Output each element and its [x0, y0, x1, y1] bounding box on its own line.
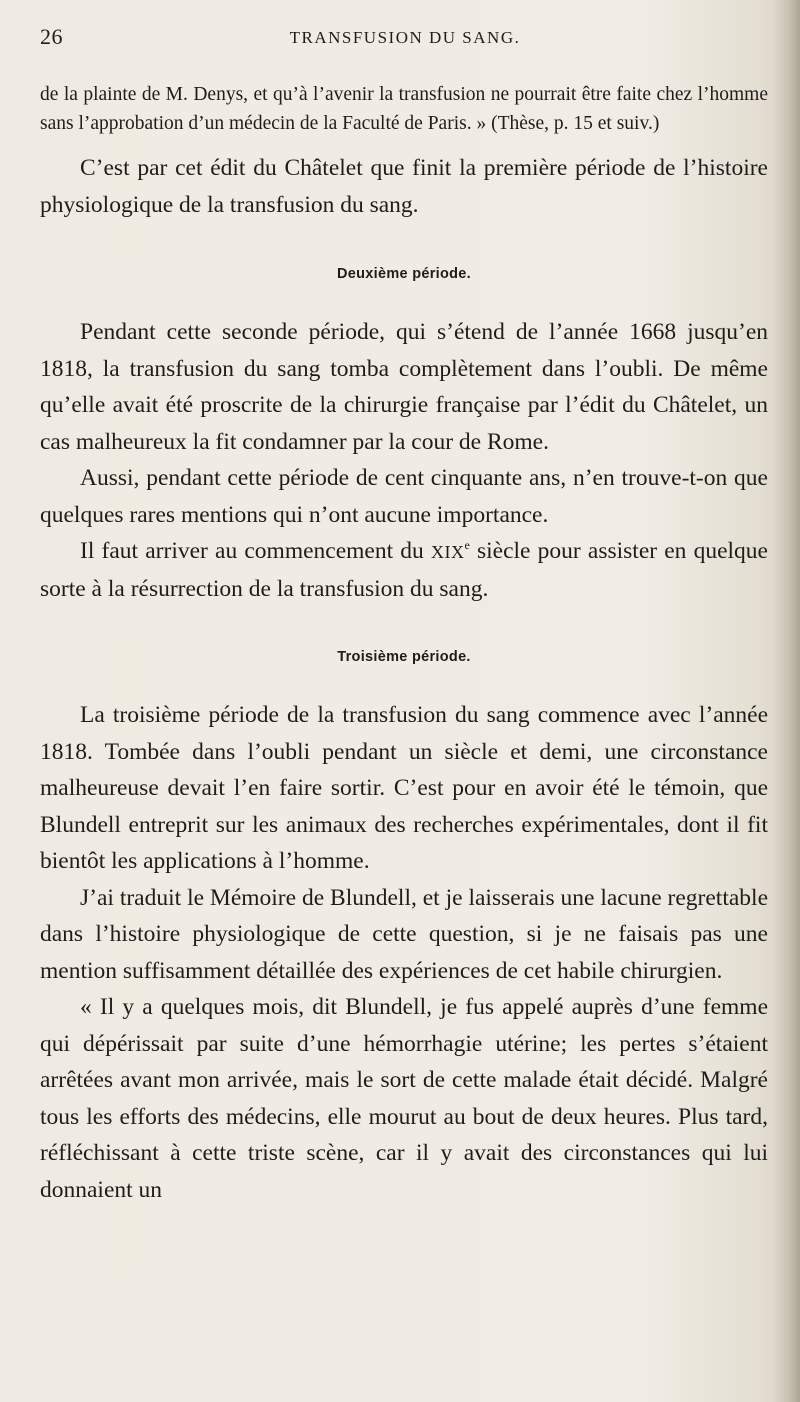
heading-troisieme-periode: Troisième période.: [337, 649, 471, 665]
page-number: 26: [40, 24, 63, 49]
paragraph-seconde-periode: Pendant cette seconde période, qui s’étend de l’année 1668 jusqu’en 1818, la transfusion du sang tomba complètement dans l’oubli. De même qu’elle avait été proscrite de la chirurgie française par l’édit du Châtelet, un cas malheureux la fit condamner par la cour de Rome.: [40, 319, 768, 455]
heading-deuxieme-periode: Deuxième période.: [336, 266, 472, 282]
quote-continuation: de la plainte de M. Denys, et qu’à l’avenir la transfusion ne pourrait être faite chez l’homme sans l’approbation d’un médecin de la Faculté de Paris. » (Thèse, p. 15 et suiv.): [40, 84, 768, 134]
century-superscript: e: [464, 538, 470, 553]
page-edge-shadow: [772, 0, 800, 1402]
running-title: TRANSFUSION DU SANG.: [289, 28, 521, 47]
page-content: [40, 80, 768, 1208]
paragraph-edit-chatelet: C’est par cet édit du Châtelet que finit la première période de l’histoire physiologique de la transfusion du sang.: [40, 155, 768, 218]
paragraph-blundell-quote: « Il y a quelques mois, dit Blundell, je fus appelé auprès d’une femme qui dépérissait par suite d’une hémorrhagie utérine; les pertes s’étaient arrêtées avant mon arrivée, mais le sort de cette malade était décidé. Malgré tous les efforts des médecins, elle mourut au bout de deux heures. Plus tard, réfléchissant à cette triste scène, car il y avait des circonstances qui lui donnaient un: [40, 994, 768, 1203]
paragraph-cent-cinquante-ans: Aussi, pendant cette période de cent cinquante ans, n’en trouve-t-on que quelques rares mentions qui n’ont aucune importance.: [40, 465, 768, 528]
p5-after: siècle pour assister en quelque sorte à la résurrection de la transfusion du sang.: [40, 538, 768, 602]
paragraph-troisieme-periode: La troisième période de la transfusion du sang commence avec l’année 1818. Tombée dans l’oubli pendant un siècle et demi, une circonstance malheureuse devait l’en faire sortir. C’est pour en avoir été le témoin, que Blundell entreprit sur les animaux des recherches expérimentales, dont il fit bientôt les applications à l’homme.: [40, 702, 768, 874]
p5-before: Il faut arriver au commencement du: [80, 538, 431, 564]
running-head: [40, 24, 770, 54]
century-numeral: XIX: [430, 542, 465, 562]
paragraph-memoire-blundell: J’ai traduit le Mémoire de Blundell, et je laisserais une lacune regrettable dans l’histoire physiologique de cette question, si je ne faisais pas une mention suffisamment détaillée des expériences de cet habile chirurgien.: [40, 884, 768, 984]
paragraph-xix-siecle: [40, 533, 768, 607]
